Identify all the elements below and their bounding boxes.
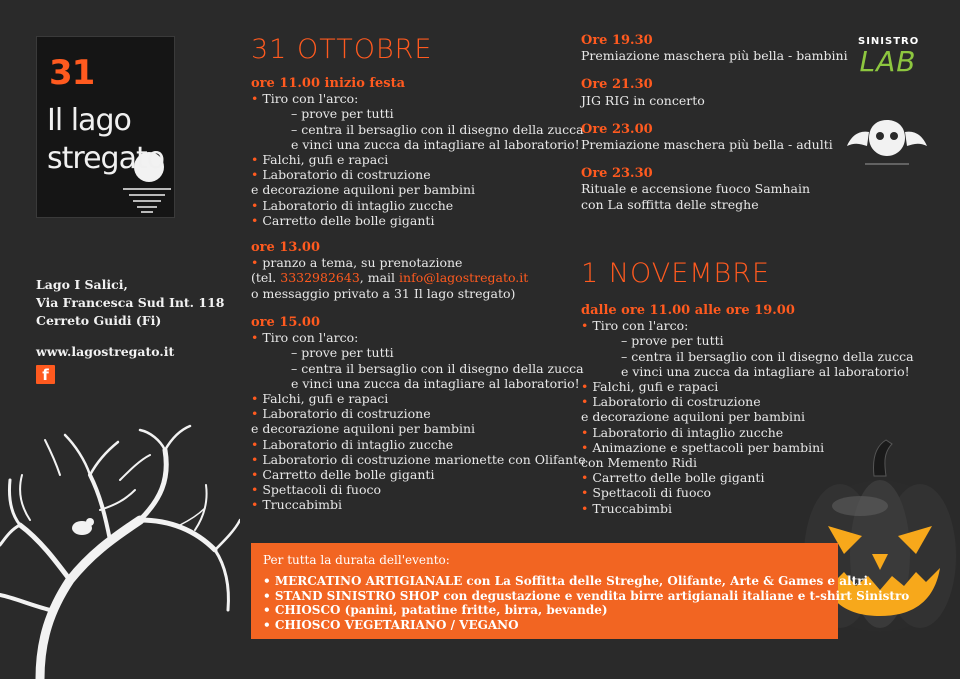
list-item: [251, 198, 584, 213]
lunch-line: pranzo a tema, su prenotazione: [262, 255, 463, 271]
list-item: [251, 167, 584, 182]
bullet-icon: •: [251, 451, 263, 467]
list-item-text: con Memento Ridi: [581, 455, 697, 471]
contact-prefix: (tel.: [251, 270, 281, 286]
evening-item: [581, 77, 848, 107]
list-item-text: – prove per tutti: [291, 345, 394, 361]
list-item-text: e vinci una zucca da intagliare al laboratorio!: [291, 375, 580, 391]
brand-bottom: LAB: [859, 45, 917, 78]
block-time: ore 11.00 inizio festa: [251, 76, 406, 91]
list-item: [251, 452, 586, 467]
list-item-text: – centra il bersaglio con il disegno della zucca: [291, 121, 584, 137]
evening-time: Ore 19.30: [581, 33, 653, 48]
list-item-text: Laboratorio di intaglio zucche: [262, 436, 454, 452]
bullet-icon: •: [251, 467, 263, 483]
list-item-text: Laboratorio di costruzione: [262, 167, 431, 183]
list-item-text: Truccabimbi: [262, 497, 343, 513]
list-item: • CHIOSCO (panini, patatine fritte, birra, bevande): [263, 603, 608, 617]
contact-line3: o messaggio privato a 31 Il lago stregato): [251, 285, 516, 301]
evening-schedule: [581, 33, 848, 212]
phone-number[interactable]: 3332982643: [280, 270, 360, 286]
list-item: [251, 137, 584, 152]
list-item: [251, 482, 586, 497]
day1-block1-lines: [251, 91, 584, 228]
list-item: [251, 406, 586, 421]
list-item: • STAND SINISTRO SHOP con degustazione e vendita birre artigianali italiane e t-shirt Sinistro: [263, 588, 910, 603]
facebook-icon[interactable]: f: [36, 365, 55, 384]
list-item: [251, 152, 584, 167]
block-time: ore 15.00: [251, 315, 321, 330]
address-line: Via Francesca Sud Int. 118: [36, 295, 225, 310]
list-item: [251, 182, 584, 197]
bullet-icon: •: [251, 197, 263, 213]
bullet-icon: •: [251, 436, 263, 452]
email-link[interactable]: info@lagostregato.it: [399, 270, 529, 286]
box-title: Per tutta la durata dell'evento:: [263, 553, 450, 567]
list-item-text: e decorazione aquiloni per bambini: [581, 409, 806, 425]
day1-block1: [251, 76, 584, 228]
evening-time: Ore 23.30: [581, 166, 653, 182]
owl-icon: [845, 106, 929, 170]
evening-text: Premiazione maschera più bella - bambini: [581, 48, 848, 64]
bullet-icon: •: [251, 152, 263, 168]
list-item-text: Tiro con l'arco:: [262, 91, 359, 107]
list-item-text: Falchi, gufi e rapaci: [262, 152, 389, 168]
list-item: [581, 349, 914, 364]
day1-block3: [251, 315, 586, 513]
list-item-text: Falchi, gufi e rapaci: [592, 379, 719, 395]
list-item: [581, 379, 914, 394]
list-item-text: Carretto delle bolle giganti: [262, 467, 435, 483]
list-item: [581, 364, 914, 379]
list-item: [251, 91, 584, 106]
bullet-icon: •: [581, 394, 593, 410]
list-item: [251, 391, 586, 406]
list-item: [251, 376, 586, 391]
bullet-icon: •: [581, 500, 593, 516]
evening-item: [581, 166, 848, 212]
contact-mid: , mail: [359, 270, 400, 286]
event-duration-box: [251, 543, 910, 639]
bullet-icon: •: [581, 485, 593, 501]
sinistro-lab-logo: [858, 36, 918, 78]
list-item: [581, 333, 914, 348]
list-item-text: e vinci una zucca da intagliare al laboratorio!: [621, 363, 910, 379]
address-line: Cerreto Guidi (Fi): [36, 313, 162, 328]
list-item: [251, 213, 584, 228]
list-item: [251, 361, 586, 376]
list-item: [581, 318, 914, 333]
list-item-text: e decorazione aquiloni per bambini: [251, 421, 476, 437]
list-item-text: Laboratorio di intaglio zucche: [262, 197, 454, 213]
bullet-icon: •: [251, 482, 263, 498]
day2-title: 1 NOVEMBRE: [581, 258, 771, 289]
bullet-icon: •: [251, 212, 263, 228]
bullet-icon: •: [251, 391, 263, 407]
logo-number: 31: [49, 53, 95, 93]
brand-top: SINISTRO: [858, 36, 920, 47]
list-item-text: Animazione e spettacoli per bambini: [592, 439, 825, 455]
list-item-text: – prove per tutti: [291, 106, 394, 122]
list-item: [251, 467, 586, 482]
list-item-text: Spettacoli di fuoco: [262, 482, 382, 498]
list-item-text: Spettacoli di fuoco: [592, 485, 712, 501]
tree-icon: [0, 420, 240, 679]
list-item: [251, 122, 584, 137]
list-item-text: Carretto delle bolle giganti: [262, 212, 435, 228]
block-time: ore 13.00: [251, 240, 321, 255]
list-item: [251, 421, 586, 436]
list-item-text: – prove per tutti: [621, 333, 724, 349]
evening-text: con La soffitta delle streghe: [581, 196, 759, 212]
list-item-text: Truccabimbi: [592, 500, 673, 516]
evening-time: Ore 23.00: [581, 121, 653, 137]
list-item: [251, 106, 584, 121]
day1-block2: ore 13.00 • pranzo a tema, su prenotazione (tel. 3332982643, mail info@lagostregato.it o messaggio privato a 31 Il lago stregato): [251, 240, 529, 301]
day1-title: 31 OTTOBRE: [251, 34, 433, 65]
list-item: [251, 345, 586, 360]
bullet-icon: •: [581, 424, 593, 440]
event-logo: [36, 36, 175, 218]
logo-line1: Il lago: [47, 103, 131, 138]
list-item: [581, 409, 914, 424]
address-block: [36, 276, 224, 330]
bullet-icon: •: [581, 379, 593, 395]
list-item-text: Tiro con l'arco:: [592, 318, 689, 334]
list-item-text: Laboratorio di intaglio zucche: [592, 424, 784, 440]
list-item-text: Laboratorio di costruzione marionette con Olifante: [262, 451, 586, 467]
bullet-icon: •: [581, 470, 593, 486]
list-item-text: – centra il bersaglio con il disegno della zucca: [621, 348, 914, 364]
list-item: [251, 330, 586, 345]
evening-text: JIG RIG in concerto: [581, 92, 705, 108]
list-item: [251, 497, 586, 512]
website-link[interactable]: www.lagostregato.it: [36, 344, 175, 359]
list-item-text: Tiro con l'arco:: [262, 330, 359, 346]
evening-item: [581, 122, 848, 152]
bullet-icon: •: [251, 497, 263, 513]
evening-text: Premiazione maschera più bella - adulti: [581, 137, 833, 153]
logo-line2: stregato: [47, 141, 165, 176]
list-item-text: – centra il bersaglio con il disegno della zucca: [291, 360, 584, 376]
bullet-icon: •: [581, 439, 593, 455]
list-item-text: e decorazione aquiloni per bambini: [251, 182, 476, 198]
list-item-text: Falchi, gufi e rapaci: [262, 391, 389, 407]
list-item: • CHIOSCO VEGETARIANO / VEGANO: [263, 617, 519, 632]
bullet-icon: •: [251, 167, 263, 183]
evening-text: Rituale e accensione fuoco Samhain: [581, 181, 811, 197]
evening-item: [581, 33, 848, 63]
box-list: [263, 574, 909, 632]
list-item: • MERCATINO ARTIGIANALE con La Soffitta delle Streghe, Olifante, Arte & Games e altri.: [263, 574, 873, 588]
bullet-icon: •: [251, 406, 263, 422]
list-item-text: Carretto delle bolle giganti: [592, 470, 765, 486]
bullet-icon: •: [251, 330, 263, 346]
list-item: [581, 394, 914, 409]
list-item-text: e vinci una zucca da intagliare al laboratorio!: [291, 136, 580, 152]
bullet-icon: •: [251, 91, 263, 107]
bullet-icon: •: [581, 318, 593, 334]
list-item: [251, 437, 586, 452]
list-item-text: Laboratorio di costruzione: [262, 406, 431, 422]
day1-block3-lines: [251, 330, 586, 512]
evening-time: Ore 21.30: [581, 77, 653, 93]
list-item-text: Laboratorio di costruzione: [592, 394, 761, 410]
address-line: Lago I Salici,: [36, 277, 128, 292]
block-time: dalle ore 11.00 alle ore 19.00: [581, 303, 795, 318]
